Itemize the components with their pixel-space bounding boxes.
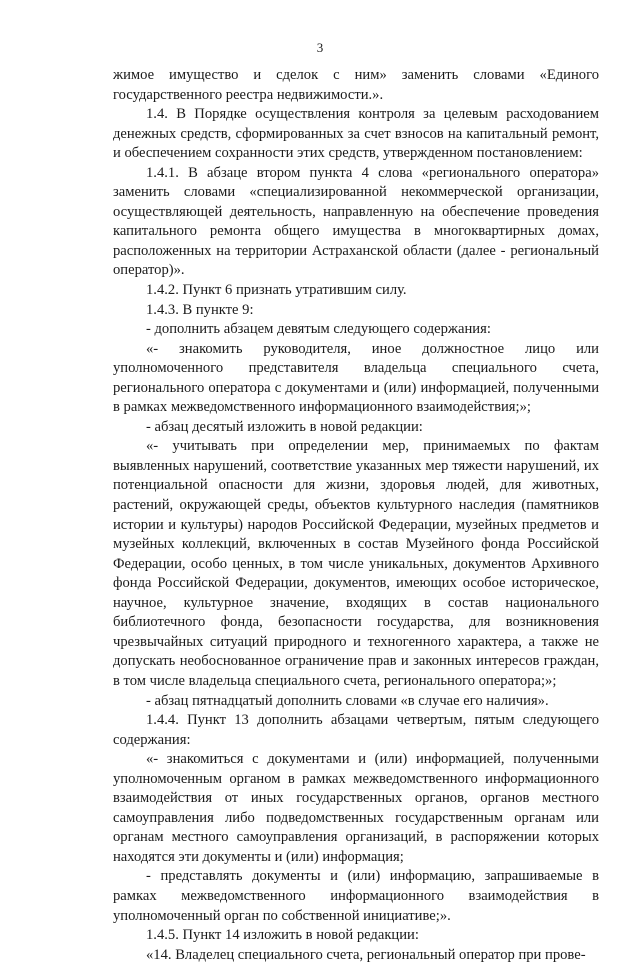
paragraph: 1.4.3. В пункте 9: (146, 301, 254, 318)
paragraph: жимое имущество и сделок с ним» заменить словами «Единого государственного реестра недвижимости.». (113, 67, 599, 103)
paragraph: «14. Владелец специального счета, региональный оператор при прове- (146, 946, 586, 963)
paragraph: 1.4. В Порядке осуществления контроля за целевым расходованием денежных средств, сформированных за счет взносов на капитальный ремонт, и обеспечением сохранности этих средств, утвержденном постановлением: (113, 106, 599, 162)
paragraph: «- знакомить руководителя, иное должностное лицо или уполномоченного представителя владельца специального счета, регионального оператора с документами и (или) информацией, полученными в рамках межведомственного информационного взаимодействия;»; (113, 340, 599, 416)
paragraph: «- знакомиться с документами и (или) информацией, полученными уполномоченным органом в рамках межведомственного информационного взаимодействия от иных государственных органов, органов местного самоуправления либо подведомственных государственным органам или органам местного самоуправления организаций, в распоряжении которых находятся эти документы и (или) информация; (113, 751, 599, 865)
paragraph: - представлять документы и (или) информацию, запрашиваемые в рамках межведомственного информационного взаимодействия в уполномоченный орган по собственной инициативе;». (113, 868, 599, 924)
paragraph: 1.4.2. Пункт 6 признать утратившим силу. (146, 282, 407, 299)
page-number: 3 (316, 40, 324, 55)
document-body (113, 66, 599, 965)
paragraph: 1.4.1. В абзаце втором пункта 4 слова «регионального оператора» заменить словами «специализированной некоммерческой организации, осуществляющей деятельность, направленную на обеспечение проведения капитального ремонта общего имущества в многоквартирных домах, расположенных на территории Астраханской области (далее - региональный оператор)». (113, 164, 599, 279)
paragraph: - абзац десятый изложить в новой редакции: (146, 418, 423, 435)
paragraph: - дополнить абзацем девятым следующего содержания: (146, 321, 491, 338)
paragraph: «- учитывать при определении мер, принимаемых по фактам выявленных нарушений, соответствие указанных мер тяжести нарушений, их потенциальной опасности для жизни, здоровья людей, для животных, растений, окружающей среды, объектов культурного наследия (памятников истории и культуры) народов Российской Федерации, музейных предметов и музейных коллекций, включенных в состав Музейного фонда Российской Федерации, особо ценных, в том числе уникальных, документов Архивного фонда Российской Федерации, документов, имеющих особое историческое, научное, культурное значение, входящих в состав национального библиотечного фонда, безопасности государства, для возникновения чрезвычайных ситуаций природного и техногенного характера, а также не допускать необоснованное ограничение прав и законных интересов граждан, в том числе владельца специального счета, регионального оператора;»; (113, 438, 599, 689)
paragraph: - абзац пятнадцатый дополнить словами «в случае его наличия». (146, 692, 549, 709)
paragraph: 1.4.4. Пункт 13 дополнить абзацами четвертым, пятым следующего содержания: (113, 712, 599, 748)
paragraph: 1.4.5. Пункт 14 изложить в новой редакции: (146, 927, 419, 944)
